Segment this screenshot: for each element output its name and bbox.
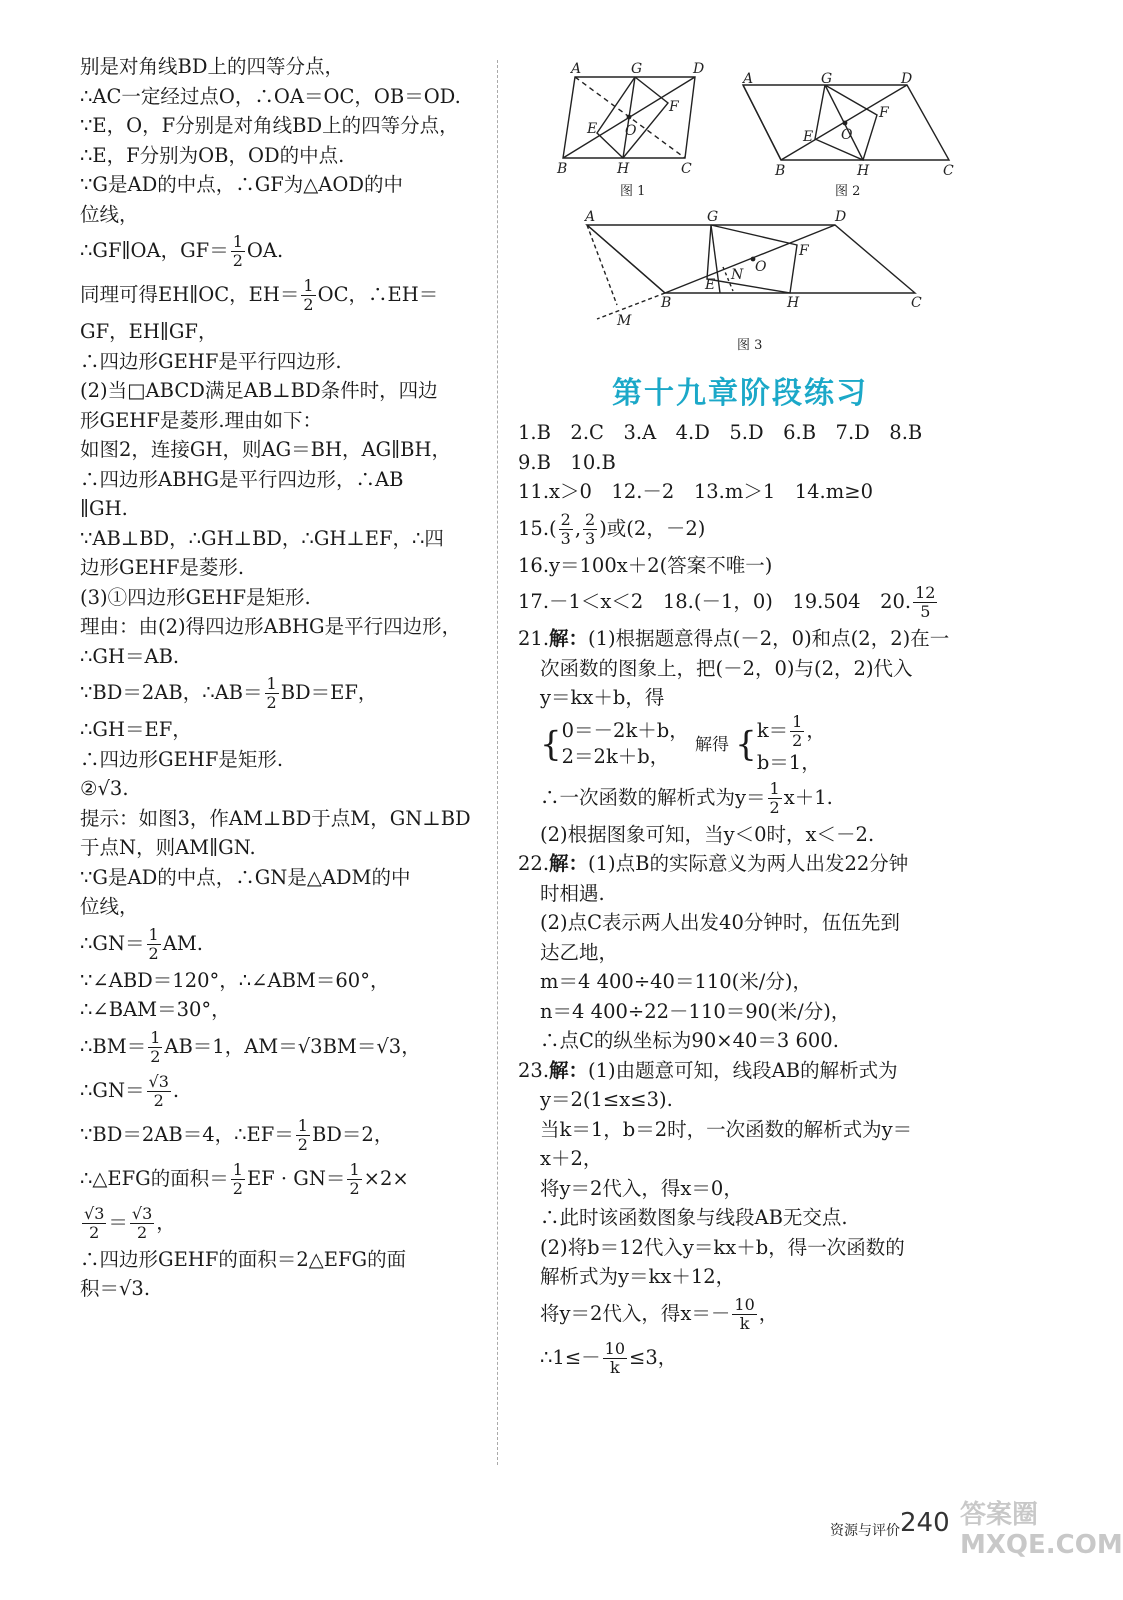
label-h: H	[857, 163, 870, 179]
caption-fig2: 图 2	[835, 184, 861, 199]
label-h: H	[617, 161, 630, 177]
text-line: 23.解：(1)由题意可知，线段AB的解析式为	[518, 1058, 898, 1082]
fraction: $\frac{√3}{2}$	[131, 1203, 153, 1242]
text-line: ∴∠BAM＝30°，	[80, 998, 231, 1021]
label-o: O	[841, 127, 853, 143]
figure-3	[587, 225, 915, 319]
text-line: 时相遇.	[540, 881, 605, 905]
label-b: B	[661, 295, 672, 311]
math-line: ∴一次函数的解析式为y＝ $\frac{1}{2}$ x＋1.	[540, 778, 833, 817]
math-line	[518, 507, 968, 551]
label-f: F	[879, 105, 889, 121]
fraction: $\frac{10}{k}$	[604, 1338, 626, 1377]
text: ∴△EFG的面积＝	[80, 1166, 229, 1190]
label-g: G	[631, 61, 643, 77]
fraction: $\frac{1}{2}$	[266, 674, 277, 712]
label-c: C	[681, 161, 692, 177]
label-d: D	[693, 61, 705, 77]
math-line: ∴1≤－ $\frac{10}{k}$ ≤3，	[540, 1338, 678, 1377]
text-line: ∴点C的纵坐标为90×40＝3 600.	[540, 1029, 839, 1052]
fraction: $\frac{1}{2}$	[232, 1159, 243, 1198]
label-f: F	[799, 243, 809, 259]
text: 同理可得EH∥OC，EH＝	[80, 283, 300, 306]
point-o	[627, 115, 632, 120]
text-line: ②√3.	[80, 777, 129, 800]
fraction: $\frac{1}{2}$	[303, 276, 314, 314]
fraction: $\frac{1}{2}$	[148, 924, 159, 963]
label-d: D	[835, 209, 847, 225]
text: ∵BD＝2AB，∴AB＝	[80, 681, 263, 704]
text-line: ∵E，O，F分别是对角线BD上的四等分点，	[80, 114, 459, 137]
label-f: F	[669, 99, 679, 115]
fraction: $\frac{10}{k}$	[734, 1294, 755, 1333]
text: ∴GN＝	[80, 1078, 145, 1102]
text-line: ∴此时该函数图象与线段AB无交点.	[540, 1206, 848, 1229]
text-line: ∴四边形GEHF是矩形.	[80, 747, 284, 771]
text-line: 22.解：(1)点B的实际意义为两人出发22分钟	[518, 852, 909, 875]
label-a: A	[743, 71, 754, 87]
fraction: $\frac{12}{5}$	[915, 583, 936, 621]
equation-system: { 0＝－2k＋b， 2＝2k＋b， 解得 { k＝ $\frac{1}{2}$ ， b＝1，	[540, 711, 826, 774]
point-o	[843, 121, 848, 126]
text-line: ∵G是AD的中点，∴GF为△AOD的中	[80, 173, 404, 196]
text-line: 9.B 10.B	[518, 450, 616, 474]
text-line: 别是对角线BD上的四等分点，	[80, 55, 344, 78]
label-c: C	[911, 295, 922, 311]
text: OA.	[246, 239, 284, 262]
text-line: 16.y＝100x＋2(答案不唯一)	[518, 553, 773, 577]
text-line: ∴AC一定经过点O，∴OA＝OC，OB＝OD.	[80, 84, 461, 108]
text-line: 于点N，则AM∥GN.	[80, 836, 256, 859]
math-line	[80, 922, 488, 966]
text-line: (2)将b＝12代入y＝kx＋b，得一次函数的	[540, 1235, 905, 1259]
math-line	[80, 273, 488, 317]
text: BD＝EF，	[280, 681, 378, 704]
text: 15.(	[518, 516, 557, 540]
math-line	[80, 671, 488, 715]
solution-label: 解：	[549, 852, 589, 875]
text-line: 提示：如图3，作AM⊥BD于点M，GN⊥BD	[80, 806, 471, 830]
text-line: ∴E，F分别为OB，OD的中点.	[80, 143, 345, 167]
label-d: D	[901, 71, 913, 87]
math-line	[80, 229, 488, 273]
math-line	[80, 1201, 488, 1245]
text-line: 形GEHF是菱形.理由如下：	[80, 408, 323, 432]
text: ∴GN＝	[80, 931, 145, 955]
text-line: x＋2，	[540, 1147, 603, 1170]
text-line: 达乙地，	[540, 940, 619, 964]
label-o: O	[755, 259, 767, 275]
text: ∴GF∥OA，GF＝	[80, 239, 229, 262]
fraction: $\frac{1}{2}$	[297, 1115, 308, 1154]
text-line: ∥GH.	[80, 497, 128, 520]
text: AB＝1，AM＝√3BM＝√3，	[164, 1034, 421, 1058]
text: ，	[156, 1210, 176, 1234]
math-line	[80, 1025, 488, 1069]
label-a: A	[571, 61, 582, 77]
solution-label: 解：	[549, 1058, 589, 1082]
text-line: ∴GH＝EF，	[80, 718, 192, 741]
text: OC，∴EH＝	[317, 283, 439, 306]
text: .	[172, 1078, 180, 1102]
text-line: ∴四边形GEHF是平行四边形.	[80, 349, 342, 373]
fraction: $\frac{1}{2}$	[232, 232, 243, 270]
fraction: $\frac{1}{2}$	[349, 1159, 360, 1198]
label-b: B	[557, 161, 568, 177]
text: ∴BM＝	[80, 1034, 147, 1058]
label-c: C	[943, 163, 954, 179]
page-number: 240	[900, 1508, 950, 1538]
solution-label: 解：	[549, 627, 589, 650]
label-e: E	[803, 129, 814, 145]
caption-fig1: 图 1	[620, 184, 646, 199]
chapter-title: 第十九章阶段练习	[612, 376, 868, 411]
text-line: ∴四边形GEHF的面积＝2△EFG的面	[80, 1247, 407, 1271]
label-g: G	[707, 209, 719, 225]
text: 17.－1＜x＜2 18.(－1，0) 19.504 20.	[518, 590, 912, 613]
text-line: 理由：由(2)得四边形ABHG是平行四边形，	[80, 615, 462, 638]
right-column	[518, 418, 968, 1380]
text-line: 积＝√3.	[80, 1277, 151, 1300]
text-line: 边形GEHF是菱形.	[80, 556, 245, 579]
math-line	[80, 1069, 488, 1113]
label-e: E	[705, 277, 716, 293]
text-line: ∴四边形ABHG是平行四边形，∴AB	[80, 467, 404, 491]
label-m: M	[617, 313, 632, 329]
math-line	[80, 1113, 488, 1157]
fraction: $\frac{2}{3}$	[560, 509, 571, 548]
fraction: $\frac{√3}{2}$	[148, 1071, 169, 1110]
geometry-figures	[545, 55, 965, 365]
column-divider	[497, 60, 498, 1465]
fraction: $\frac{2}{3}$	[585, 509, 596, 548]
text-line: m＝4 400÷40＝110(米/分)，	[540, 970, 812, 993]
caption-fig3: 图 3	[737, 338, 763, 353]
label-b: B	[775, 163, 786, 179]
text-line: GF，EH∥GF，	[80, 320, 218, 343]
text: ×2×	[363, 1166, 409, 1190]
label-h: H	[787, 295, 800, 311]
text-line: 21.解：(1)根据题意得点(－2，0)和点(2，2)在一	[518, 627, 950, 650]
text-line: 位线，	[80, 202, 139, 226]
text-line: (2)根据图象可知，当y＜0时，x＜－2.	[540, 822, 875, 846]
watermark: 答案圈 MXQE.COM	[960, 1500, 1123, 1560]
fraction: $\frac{√3}{2}$	[84, 1203, 105, 1242]
text: ＝	[108, 1210, 128, 1234]
left-column	[80, 52, 488, 1304]
text-line: 将y＝2代入，得x＝0，	[540, 1176, 743, 1200]
text-line: (2)当□ABCD满足AB⊥BD条件时，四边	[80, 379, 438, 402]
footer-label: 资源与评价	[830, 1523, 900, 1539]
text-line: y＝kx＋b，得	[540, 686, 665, 709]
text-line: (3)①四边形GEHF是矩形.	[80, 585, 311, 609]
text-line: y＝2(1≤x≤3).	[540, 1088, 673, 1111]
label-n: N	[731, 267, 744, 283]
text: EF · GN＝	[246, 1166, 346, 1190]
label-a: A	[585, 209, 596, 225]
math-line	[518, 580, 968, 624]
text-line: 位线，	[80, 895, 139, 918]
label-g: G	[821, 71, 833, 87]
fraction: $\frac{1}{2}$	[769, 778, 780, 817]
text-line: ∵∠ABD＝120°，∴∠ABM＝60°，	[80, 968, 390, 992]
text-line: 当k＝1，b＝2时，一次函数的解析式为y＝	[540, 1117, 913, 1141]
text-line: ∵G是AD的中点，∴GN是△ADM的中	[80, 865, 411, 889]
text-line: ∵AB⊥BD，∴GH⊥BD，∴GH⊥EF，∴四	[80, 526, 444, 550]
text: AM.	[162, 931, 203, 955]
math-line	[80, 1157, 488, 1201]
text: ∵BD＝2AB＝4，∴EF＝	[80, 1122, 294, 1146]
label-e: E	[587, 121, 598, 137]
text-line: 11.x＞0 12.－2 13.m＞1 14.m≥0	[518, 480, 873, 503]
text-line: (2)点C表示两人出发40分钟时，伍伍先到	[540, 911, 900, 934]
fraction: $\frac{1}{2}$	[150, 1027, 161, 1066]
text-line: 1.B 2.C 3.A 4.D 5.D 6.B 7.D 8.B	[518, 421, 923, 444]
math-line: 将y＝2代入，得x＝－ $\frac{10}{k}$ ，	[540, 1294, 779, 1333]
text: ,	[574, 516, 582, 540]
label-o: O	[625, 123, 637, 139]
text: BD＝2，	[311, 1122, 394, 1146]
text-line: ∴GH＝AB.	[80, 644, 180, 668]
text-line: 如图2，连接GH，则AG＝BH，AG∥BH，	[80, 438, 451, 461]
text-line: n＝4 400÷22－110＝90(米/分)，	[540, 999, 851, 1023]
text-line: 解析式为y＝kx＋12，	[540, 1265, 736, 1288]
text-line: 次函数的图象上，把(－2，0)与(2，2)代入	[540, 656, 913, 680]
text: )或(2，－2)	[599, 516, 706, 540]
